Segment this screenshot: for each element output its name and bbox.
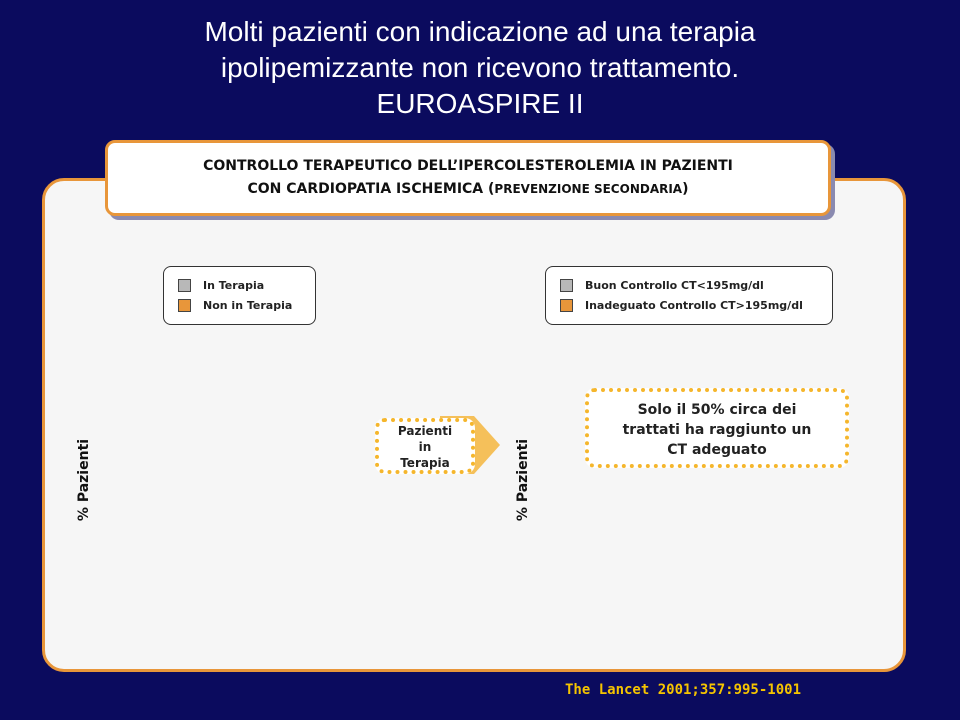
legend-swatch-gray [560,279,573,292]
legend-left [163,266,316,325]
y-axis-label-left: % Pazienti [76,438,92,522]
header-line-2-main: CON CARDIOPATIA ISCHEMICA ( [247,181,495,197]
title-line-1: Molti pazienti con indicazione ad una terapia [204,16,756,47]
legend-label: Buon Controllo CT<195mg/dl [585,279,764,292]
header-line-2-end: ) [682,181,689,197]
note-line-1: Solo il 50% circa dei [637,402,797,418]
note-line-2: trattati ha raggiunto un [622,422,812,438]
header-line-1: CONTROLLO TERAPEUTICO DELL’IPERCOLESTEROLEMIA IN PAZIENTI [203,158,733,174]
header-line-2 [247,178,688,201]
arrow-label-line-1: Pazienti [397,424,453,438]
legend-label: Inadeguato Controllo CT>195mg/dl [585,299,803,312]
legend-right [545,266,833,325]
legend-label: In Terapia [203,279,265,292]
legend-right-item-2 [560,299,803,312]
legend-left-item-1 [178,279,264,292]
legend-right-item-1 [560,279,764,292]
header-line-2-small: PREVENZIONE SECONDARIA [494,182,683,196]
citation: The Lancet 2001;357:995-1001 [565,682,802,698]
arrow-label-line-2: in [418,440,432,454]
arrow-label-box [375,418,475,474]
arrow-label-line-3: Terapia [400,456,450,470]
legend-swatch-gray [178,279,191,292]
slide-title [80,14,880,122]
note-box [585,388,849,468]
title-line-2: ipolipemizzante non ricevono trattamento. [220,52,740,83]
y-axis-label-right: % Pazienti [515,438,531,522]
legend-left-item-2 [178,299,292,312]
legend-label: Non in Terapia [203,299,293,312]
legend-swatch-orange [560,299,573,312]
panel-header [105,140,831,216]
legend-swatch-orange [178,299,191,312]
note-line-3: CT adeguato [667,442,767,458]
title-line-3: EUROASPIRE II [376,88,584,119]
